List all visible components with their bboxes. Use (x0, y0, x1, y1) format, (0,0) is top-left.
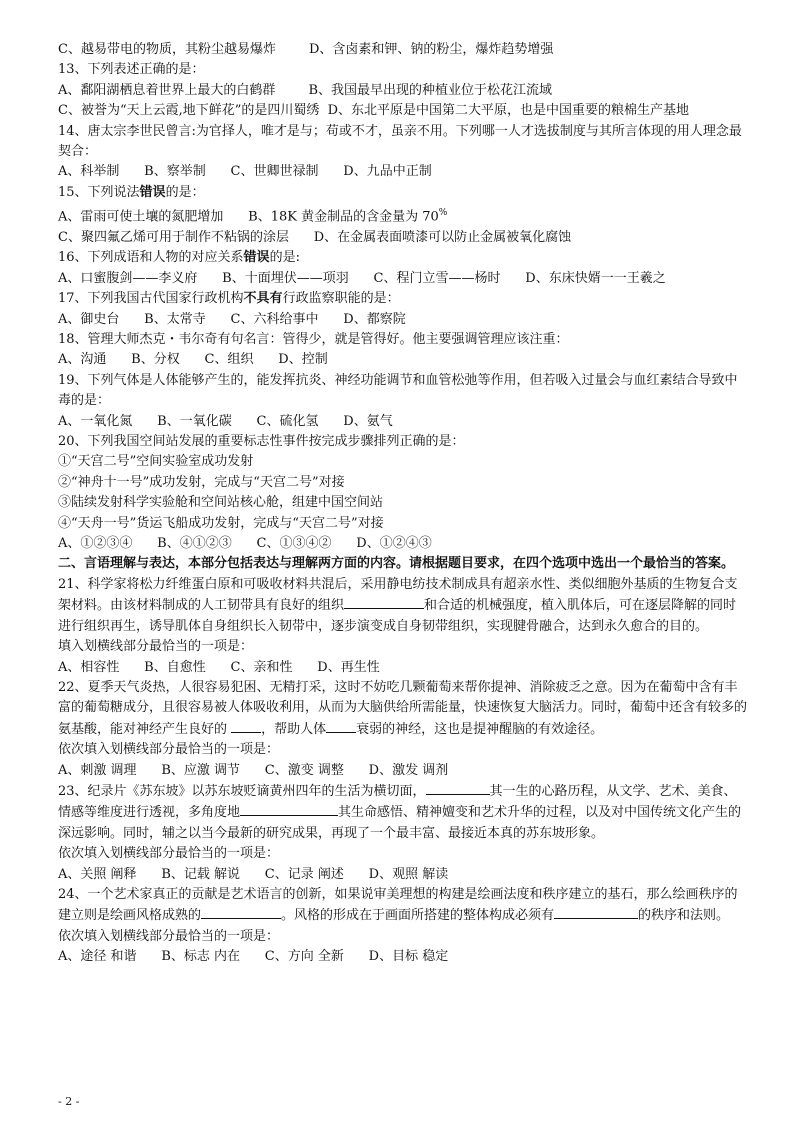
event-item: ②“神舟十一号”成功发射，完成与“天宫二号”对接 (58, 474, 345, 490)
question-16 (58, 248, 748, 268)
question-text: 和合适的机械强度，植入肌体后，可在逐层降解的同时进行组织再生，诱导肌体自身组织长入韧带中，逐步演变成自身韧带组织，实现腱骨融合，达到永久愈合的目的。 (58, 598, 737, 634)
question-text: ，帮助人体 (261, 721, 327, 737)
question-text: 其生命感悟、精神嬗变和艺术升华的过程，以及对中国传统文化产生的深远影响。同时，辅之以当今最新的研究成果，再现了一个最丰富、最接近本真的苏东坡形象。 (58, 805, 742, 841)
option-text: A、雷雨可使土壤的氮肥增加 B、18K 黄金制品的含金量为 70 (58, 209, 439, 225)
question-text: 23、纪录片《苏东坡》以苏东坡贬谪黄州四年的生活为横切面， (58, 783, 426, 799)
option-line: C、越易带电的物质，其粉尘越易爆炸 D、含卤素和钾、钠的粉尘，爆炸趋势增强 (58, 42, 554, 57)
question-18: 18、管理大师杰克・韦尔奇有句名言：管得少，就是管得好。他主要强调管理应该注重： (58, 332, 569, 348)
question-text: 16、下列成语和人物的对应关系 (58, 250, 244, 266)
option-line: A、沟通 B、分权 C、组织 D、控制 (58, 352, 328, 368)
blank-line (554, 905, 638, 919)
emphasis-text: 错误 (243, 250, 270, 266)
option-line: A、关照 阐释 B、记载 解说 C、记录 阐述 D、观照 解读 (58, 866, 449, 882)
event-item: ①“天宫二号”空间实验室成功发射 (58, 454, 254, 470)
event-item: ④“天舟一号”货运飞船成功发射，完成与“天宫二号”对接 (58, 515, 384, 531)
question-text: 的是: (269, 250, 300, 266)
question-text: 行政监察职能的是： (282, 291, 400, 307)
option-line: A、一氧化氮 B、一氧化碳 C、硫化氢 D、氨气 (58, 413, 393, 429)
percent-sign: % (438, 208, 448, 219)
question-23 (58, 781, 748, 844)
option-line: A、鄱阳湖栖息着世界上最大的白鹤群 B、我国最早出现的种植业位于松花江流域 (58, 82, 553, 98)
question-text: 21、科学家将松力纤维蛋白原和可吸收材料共混后，采用静电纺技术制成具有超亲水性、类似细胞外基质的生物复合支架材料。由该材料制成的人工韧带具有良好的组织 (58, 576, 738, 614)
question-17 (58, 289, 748, 309)
emphasis-text: 不具有 (243, 291, 283, 307)
question-13: 13、下列表述正确的是： (58, 62, 205, 78)
question-24 (58, 885, 748, 927)
page-number: - 2 - (58, 1095, 80, 1108)
option-line: A、科举制 B、察举制 C、世卿世禄制 D、九品中正制 (58, 164, 432, 180)
blank-line (326, 719, 356, 733)
question-text: 的是： (165, 184, 205, 200)
blank-line (231, 719, 261, 733)
blank-line (344, 595, 424, 609)
option-line: A、①②③④ B、④①②③ C、①③④② D、①②④③ (58, 536, 432, 552)
blank-line (240, 802, 338, 816)
document-page (58, 40, 748, 968)
question-19: 19、下列气体是人体能够产生的，能发挥抗炎、神经功能调节和血管松弛等作用，但若吸入过量会与血红素结合导致中毒的是： (58, 372, 738, 409)
section-heading: 二、言语理解与表达，本部分包括表达与理解两方面的内容。请根据题目要求，在四个选项中选出一个最恰当的答案。 (58, 556, 735, 572)
option-line: A、相容性 B、自愈性 C、亲和性 D、再生性 (58, 659, 380, 675)
option-line: A、口蜜腹剑——李义府 B、十面埋伏——项羽 C、程门立雪——杨时 D、东床快婿一一王羲之 (58, 270, 666, 286)
prompt-line: 依次填入划横线部分最恰当的一项是： (58, 846, 280, 862)
emphasis-text: 错误 (139, 184, 166, 200)
option-line (58, 203, 748, 228)
prompt-line: 依次填入划横线部分最恰当的一项是： (58, 742, 280, 758)
question-text: 。风格的形成在于画面所搭建的整体构成必须有 (281, 908, 555, 924)
option-line: A、途径 和谐 B、标志 内在 C、方向 全新 D、目标 稳定 (58, 949, 449, 965)
question-text: 衰弱的神经，这也是提神醒脑的有效途径。 (356, 721, 604, 737)
question-21 (58, 575, 748, 637)
blank-line (426, 781, 490, 795)
question-22 (58, 678, 748, 740)
option-line: C、被誉为“天上云霞,地下鲜花”的是四川蜀绣 D、东北平原是中国第二大平原，也是中国重要的粮棉生产基地 (58, 103, 690, 119)
question-text: 其一生的心路历程，从文学、艺术、美食、情感等维度进行透视，多角度地 (58, 783, 737, 821)
question-15 (58, 183, 748, 203)
question-20: 20、下列我国空间站发展的重要标志性事件按完成步骤排列正确的是： (58, 434, 465, 450)
blank-line (201, 905, 281, 919)
question-text: 24、一个艺术家真正的贡献是艺术语言的创新，如果说审美理想的构建是绘画法度和秩序建立的基石，那么绘画秩序的建立则是绘画风格成熟的 (58, 886, 738, 924)
prompt-line: 填入划横线部分最恰当的一项是： (58, 639, 254, 655)
event-item: ③陆续发射科学实验舱和空间站核心舱，组建中国空间站 (58, 495, 384, 511)
question-text: 17、下列我国古代国家行政机构 (58, 291, 244, 307)
question-14: 14、唐太宗李世民曾言:为官择人，唯才是与；苟或不才，虽亲不用。下列哪一人才选拔制度与其所言体现的用人理念最契合： (58, 123, 742, 160)
question-text: 15、下列说法 (58, 184, 140, 200)
prompt-line: 依次填入划横线部分最恰当的一项是： (58, 928, 280, 944)
question-text: 22、夏季天气炎热，人很容易犯困、无精打采，这时不妨吃几颗葡萄来帮你提神、消除疲乏之意。因为在葡萄中含有丰富的葡萄糖成分，且很容易被人体吸收利用，从而为大脑供给所需能量，快速恢复大脑活力。同时，葡萄中还含有较多的氨基酸，能对神经产生良好的 (58, 679, 748, 737)
option-line: A、刺激 调理 B、应激 调节 C、激变 调整 D、激发 调剂 (58, 762, 449, 778)
option-line: A、御史台 B、太常寺 C、六科给事中 D、都察院 (58, 311, 406, 327)
option-line: C、聚四氟乙烯可用于制作不粘锅的涂层 D、在金属表面喷漆可以防止金属被氧化腐蚀 (58, 229, 572, 245)
question-text: 的秩序和法则。 (638, 908, 730, 924)
